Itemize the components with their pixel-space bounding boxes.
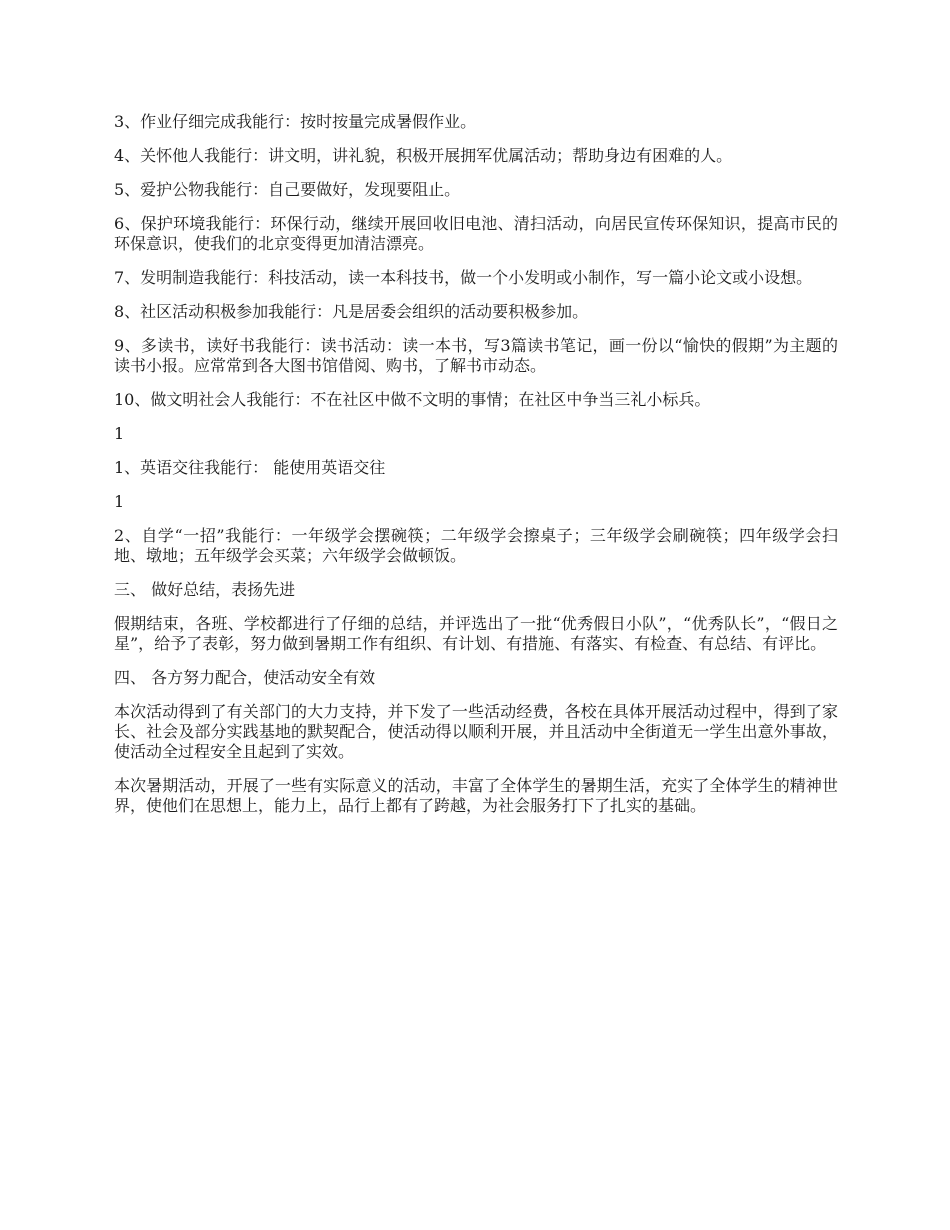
item-3-homework: 3、作业仔细完成我能行：按时按量完成暑假作业。 [114,112,477,131]
section-heading-4: 四、 各方努力配合，使活动安全有效 [114,668,376,687]
number-marker: 1 [114,492,125,511]
item-9-reading: 9、多读书，读好书我能行：读书活动：读一本书，写3篇读书笔记，画一份以“愉快的假期”为主题的读书小报。应常常到各大图书馆借阅、购书，了解书市动态。 [114,336,838,375]
item-self-learning: 2、自学“一招”我能行：一年级学会摆碗筷；二年级学会擦桌子；三年级学会刷碗筷；四年级学会扫地、墩地；五年级学会买菜；六年级学会做顿饭。 [114,526,838,565]
support-paragraph: 本次活动得到了有关部门的大力支持，并下发了一些活动经费，各校在具体开展活动过程中，得到了家长、社会及部分实践基地的默契配合，使活动得以顺利开展，并且活动中全街道无一学生出意外事故，使活动全过程安全且起到了实效。 [114,702,838,761]
item-4-care-others: 4、关怀他人我能行：讲文明，讲礼貌，积极开展拥军优属活动；帮助身边有困难的人。 [114,146,733,165]
document-body [114,112,838,830]
conclusion-paragraph: 本次暑期活动，开展了一些有实际意义的活动，丰富了全体学生的暑期生活，充实了全体学生的精神世界，使他们在思想上，能力上，品行上都有了跨越，为社会服务打下了扎实的基础。 [114,776,838,815]
item-5-public-property: 5、爱护公物我能行：自己要做好，发现要阻止。 [114,180,461,199]
number-marker: 1 [114,424,125,443]
section-heading-3: 三、 做好总结，表扬先进 [114,580,296,599]
item-6-environment: 6、保护环境我能行：环保行动，继续开展回收旧电池、清扫活动，向居民宣传环保知识，提高市民的环保意识，使我们的北京变得更加清洁漂亮。 [114,214,838,253]
item-8-community: 8、社区活动积极参加我能行：凡是居委会组织的活动要积极参加。 [114,302,589,321]
item-10-civilized: 10、做文明社会人我能行：不在社区中做不文明的事情；在社区中争当三礼小标兵。 [114,390,711,409]
item-7-invention: 7、发明制造我能行：科技活动，读一本科技书，做一个小发明或小制作，写一篇小论文或小设想。 [114,268,813,287]
item-english: 1、英语交往我能行： 能使用英语交往 [114,458,386,477]
summary-paragraph: 假期结束，各班、学校都进行了仔细的总结，并评选出了一批“优秀假日小队”，“优秀队长”，“假日之星”，给予了表彰，努力做到暑期工作有组织、有计划、有措施、有落实、有检查、有总结、有评比。 [114,614,838,653]
